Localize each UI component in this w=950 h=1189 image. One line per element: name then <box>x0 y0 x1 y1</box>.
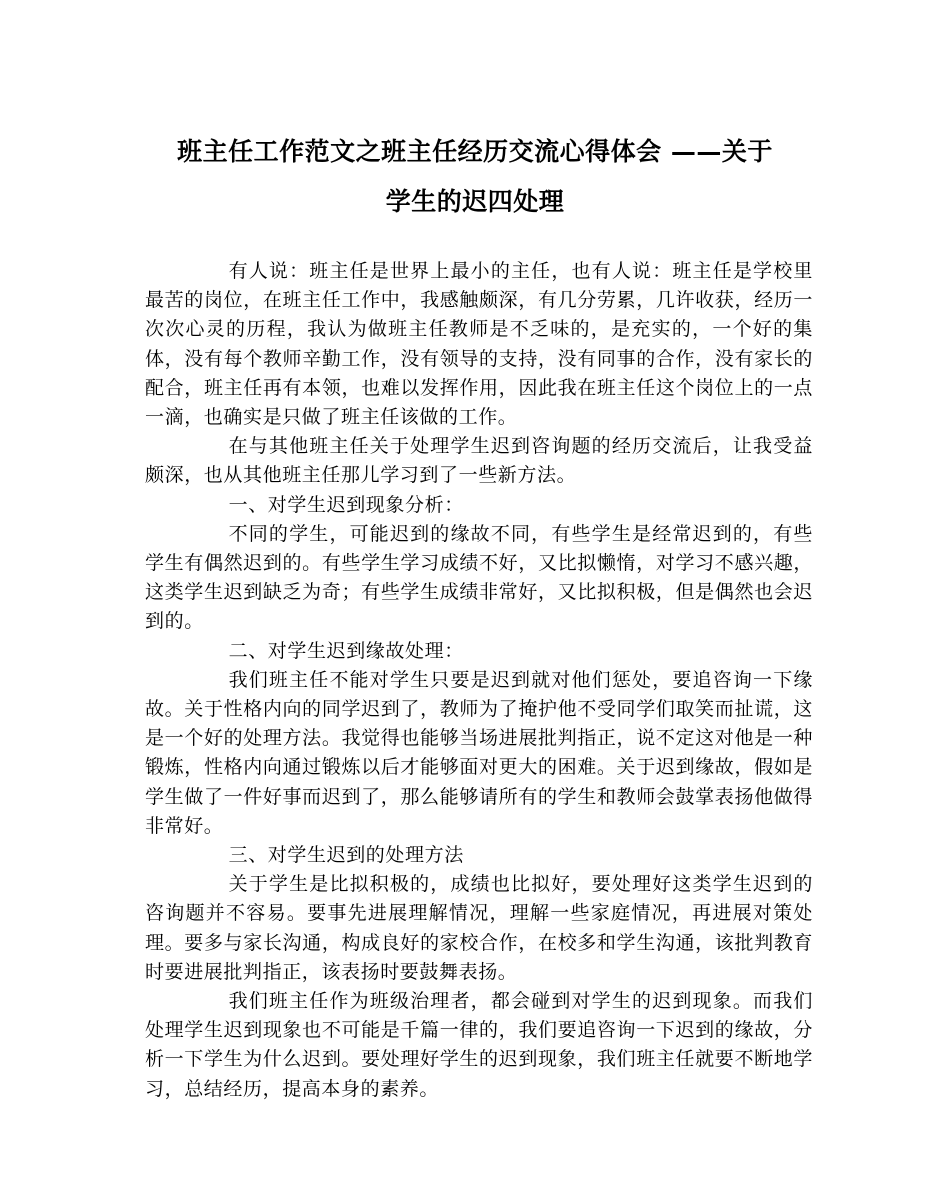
body-paragraph: 我们班主任作为班级治理者，都会碰到对学生的迟到现象。而我们处理学生迟到现象也不可能是千篇一律的，我们要追咨询一下迟到的缘故，分析一下学生为什么迟到。要处理好学生的迟到现象，我们班主任就要不断地学习，总结经历，提高本身的素养。 <box>145 990 813 1100</box>
section-heading: 三、对学生迟到的处理方法 <box>228 844 464 867</box>
document-body <box>145 257 813 1104</box>
body-paragraph: 我们班主任不能对学生只要是迟到就对他们惩处，要追咨询一下缘故。关于性格内向的同学迟到了，教师为了掩护他不受同学们取笑而扯谎，这是一个好的处理方法。我觉得也能够当场进展批判指正，说不定这对他是一种锻炼，性格内向通过锻炼以后才能够面对更大的困难。关于迟到缘故，假如是学生做了一件好事而迟到了，那么能够请所有的学生和教师会鼓掌表扬他做得非常好。 <box>145 668 813 837</box>
document-title <box>120 127 830 227</box>
body-paragraph: 不同的学生，可能迟到的缘故不同，有些学生是经常迟到的，有些学生有偶然迟到的。有些学生学习成绩不好，又比拟懒惰，对学习不感兴趣，这类学生迟到缺乏为奇；有些学生成绩非常好，又比拟积极，但是偶然也会迟到的。 <box>145 522 813 633</box>
section-heading: 二、对学生迟到缘故处理： <box>228 639 464 662</box>
body-paragraph: 有人说：班主任是世界上最小的主任，也有人说：班主任是学校里最苦的岗位，在班主任工作中，我感触颇深，有几分劳累，几许收获，经历一次次心灵的历程，我认为做班主任教师是不乏味的，是充实的，一个好的集体，没有每个教师辛勤工作，没有领导的支持，没有同事的合作，没有家长的配合，班主任再有本领，也难以发挥作用，因此我在班主任这个岗位上的一点一滴，也确实是只做了班主任该做的工作。 <box>145 260 813 429</box>
title-line-2: 学生的迟四处理 <box>385 187 565 216</box>
body-paragraph: 在与其他班主任关于处理学生迟到咨询题的经历交流后，让我受益颇深，也从其他班主任那儿学习到了一些新方法。 <box>145 435 813 487</box>
title-line-1: 班主任工作范文之班主任经历交流心得体会 ——关于 <box>177 137 773 166</box>
section-heading: 一、对学生迟到现象分析： <box>228 493 464 516</box>
body-paragraph: 关于学生是比拟积极的，成绩也比拟好，要处理好这类学生迟到的咨询题并不容易。要事先进展理解情况，理解一些家庭情况，再进展对策处理。要多与家长沟通，构成良好的家校合作，在校多和学生沟通，该批判教育时要进展批判指正，该表扬时要鼓舞表扬。 <box>145 873 813 983</box>
